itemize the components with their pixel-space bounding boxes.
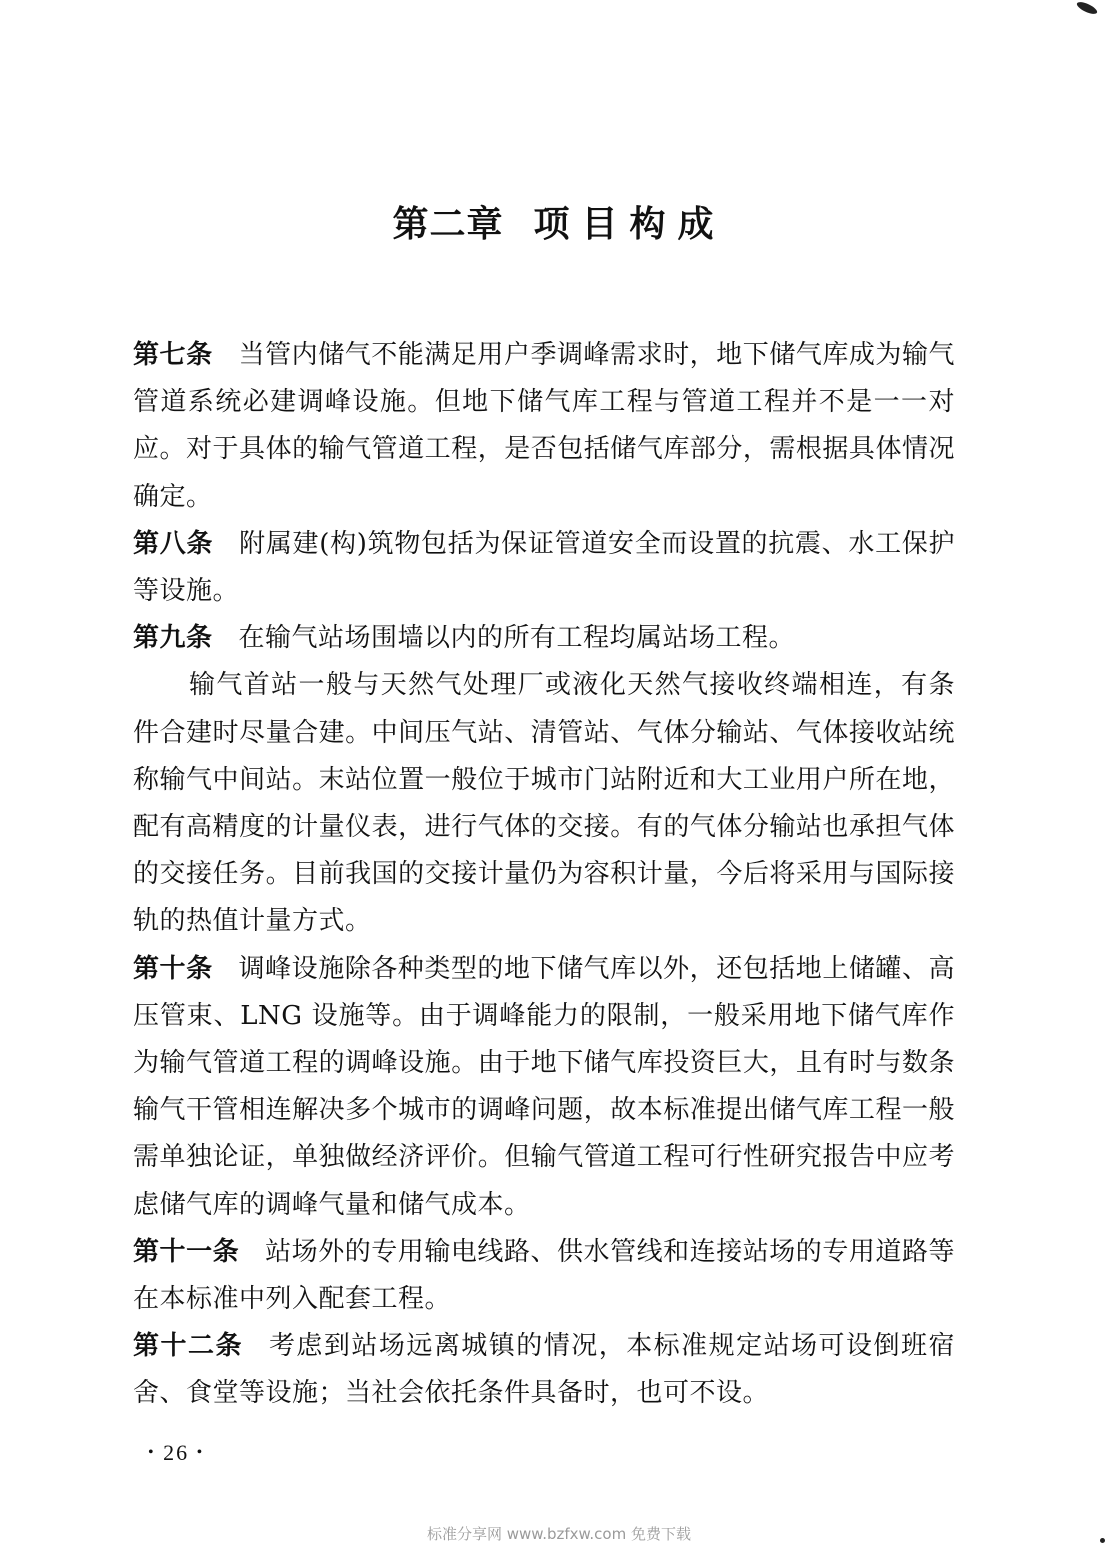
chapter-title (0, 196, 1118, 247)
article-9 (133, 615, 955, 662)
article-10 (133, 946, 955, 1229)
article-text: 调峰设施除各种类型的地下储气库以外，还包括地上储罐、高压管束、LNG 设施等。由于调峰能力的限制，一般采用地下储气库作为输气管道工程的调峰设施。由于地下储气库投资巨大，且有时与数条输气干管相连解决多个城市的调峰问题，故本标准提出储气库工程一般需单独论证，单独做经济评价。但输气管道工程可行性研究报告中应考虑储气库的调峰气量和储气成本。 (133, 953, 955, 1220)
scan-artifact-bottom-right (1100, 1538, 1105, 1543)
document-body (133, 332, 955, 1418)
article-11 (133, 1229, 955, 1323)
watermark-footer: 标准分享网 www.bzfxw.com 免费下载 (427, 1525, 691, 1543)
article-text: 考虑到站场远离城镇的情况，本标准规定站场可设倒班宿舍、食堂等设施；当社会依托条件具备时，也可不设。 (133, 1331, 955, 1409)
page-number-value: 26 (163, 1440, 190, 1465)
scan-artifact-top-right (1075, 0, 1098, 16)
chapter-name: 项目构成 (533, 204, 726, 245)
article-text: 当管内储气不能满足用户季调峰需求时，地下储气库成为输气管道系统必建调峰设施。但地下储气库工程与管道工程并不是一一对应。对于具体的输气管道工程，是否包括储气库部分，需根据具体情况确定。 (133, 340, 955, 512)
article-text: 附属建(构)筑物包括为保证管道安全而设置的抗震、水工保护等设施。 (133, 528, 955, 607)
article-8 (133, 521, 955, 615)
article-7 (133, 332, 955, 521)
article-label: 第八条 (133, 528, 214, 559)
article-text: 在输气站场围墙以内的所有工程均属站场工程。 (238, 623, 796, 654)
page-number: • 26 • (148, 1440, 205, 1465)
article-label: 第七条 (133, 340, 213, 370)
article-text: 站场外的专用输电线路、供水管线和连接站场的专用道路等在本标准中列入配套工程。 (133, 1236, 955, 1315)
chapter-number: 第二章 (392, 204, 504, 245)
paragraph-text: 输气首站一般与天然气处理厂或液化天然气接收终端相连，有条件合建时尽量合建。中间压气站、清管站、气体分输站、气体接收站统称输气中间站。末站位置一般位于城市门站附近和大工业用户所在地，配有高精度的计量仪表，进行气体的交接。有的气体分输站也承担气体的交接任务。目前我国的交接计量仍为容积计量，今后将采用与国际接轨的热值计量方式。 (133, 670, 955, 937)
article-12 (133, 1323, 955, 1417)
article-label: 第十一条 (133, 1236, 240, 1267)
article-label: 第十条 (133, 953, 213, 984)
article-label: 第九条 (133, 623, 213, 654)
article-label: 第十二条 (133, 1331, 243, 1362)
article-9-continuation (133, 662, 955, 945)
